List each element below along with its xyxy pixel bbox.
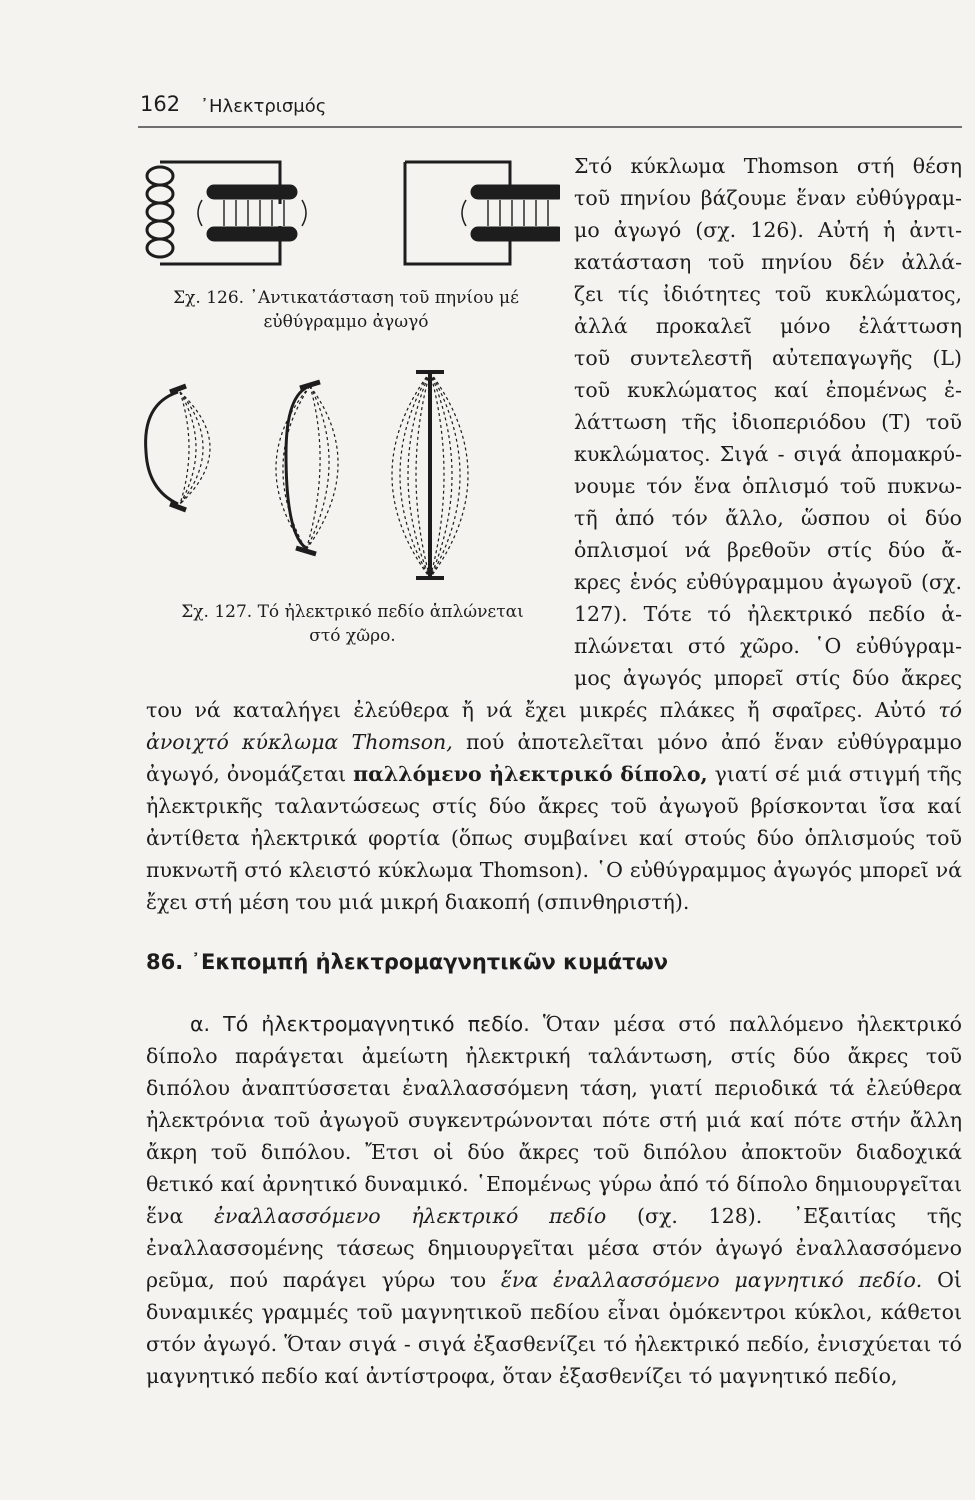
text-run: του νά καταλήγει ἐλεύθερα ἤ νά ἔχει μικρές πλάκες ἤ σφαῖρες. Αὐτό [146, 698, 939, 722]
subsection-label: α. Τό ἠλεκτρομαγνητικό πεδίο. [190, 1012, 530, 1036]
page-header [138, 86, 962, 128]
column-text [574, 150, 962, 694]
column-line: μο ἀγωγό (σχ. 126). Αὐτή ἡ ἀντι- [574, 218, 962, 242]
paragraph-text [146, 1008, 962, 1392]
figure-126-caption: Σχ. 126. ᾿Αντικατάσταση τοῦ πηνίου μέ εὐθύγραμμο ἀγωγό [173, 288, 519, 332]
column-line: ὁπλισμοί νά βρεθοῦν στίς δύο ἄ- [574, 538, 962, 562]
column-line: πλώνεται στό χῶρο. ῾Ο εὐθύγραμ- [574, 634, 962, 658]
italic-term: ἕνα ἐναλλασσόμενο μαγνητικό πεδίο. [500, 1268, 923, 1292]
section-heading: 86. ᾿Εκπομπή ἠλεκτρομαγνητικῶν κυμάτων [146, 950, 669, 974]
paragraph-dipole [146, 694, 962, 918]
column-line: μος ἀγωγός μπορεῖ στίς δύο ἄκρες [574, 666, 962, 690]
column-line: 127). Τότε τό ἠλεκτρικό πεδίο ἁ- [574, 602, 962, 626]
running-head: ᾿Ηλεκτρισμός [200, 96, 327, 117]
column-line: κυκλώματος. Σιγά - σιγά ἀπομακρύ- [574, 442, 962, 466]
italic-term: τό ἀνοιχτό κύκλωμα Thomson, [146, 698, 962, 754]
paragraph-em-field [146, 1008, 962, 1392]
text-run: γιατί σέ μιά στιγμή τῆς ἠλεκτρικῆς ταλαντώσεως στίς δύο ἄκρες τοῦ ἀγωγοῦ βρίσκονται ἴσα καί ἀντίθετα ἠλεκτρικά φορτία (ὅπως συμβαίνει καί στούς δύο ὁπλισμούς τοῦ πυκνωτῆ στό κλειστό κύκλωμα Thomson). ῾Ο εὐθύγραμμος ἀγωγός μπορεῖ νά ἔχει στή μέση του μιά μικρή διακοπή (σπινθηριστή). [146, 762, 962, 914]
column-line: κρες ἑνός εὐθύγραμμου ἀγωγοῦ (σχ. [574, 570, 962, 594]
column-line: κατάσταση τοῦ πηνίου δέν ἀλλά- [574, 250, 962, 274]
figure-127-drawing [140, 364, 560, 590]
figure-127-caption: Σχ. 127. Τό ἠλεκτρικό πεδίο ἁπλώνεται στό χῶρο. [181, 602, 524, 646]
paragraph-text [146, 694, 962, 918]
column-line: τοῦ πηνίου βάζουμε ἕναν εὐθύγραμ- [574, 186, 962, 210]
column-line: Στό κύκλωμα Thomson στή θέση [574, 154, 962, 178]
italic-term: ἐναλλασσόμενο ἠλεκτρικό πεδίο [214, 1204, 607, 1228]
column-line: νουμε τόν ἕνα ὁπλισμό τοῦ πυκνω- [574, 474, 962, 498]
column-line: ζει τίς ἰδιότητες τοῦ κυκλώματος, [574, 282, 962, 306]
text-run: Οἱ δυναμικές γραμμές τοῦ μαγνητικοῦ πεδίου εἶναι ὁμόκεντροι κύκλοι, κάθετοι στόν ἀγωγό. Ὅταν σιγά - σιγά ἐξασθενίζει τό ἠλεκτρικό πεδίο, ἐνισχύεται τό μαγνητικό πεδίο καί ἀντίστροφα, ὅταν ἐξασθενίζει τό μαγνητικό πεδίο, [146, 1268, 962, 1388]
column-line: τοῦ κυκλώματος καί ἐπομένως ἐ- [574, 378, 962, 402]
column-line: λάττωση τῆς ἰδιοπεριόδου (Τ) τοῦ [574, 410, 962, 434]
text-run: (σχ. 128). ᾿Εξαιτίας τῆς ἐναλλασσομένης τάσεως δημιουργεῖται μέσα στόν ἀγωγό ἐναλλασσόμενο ρεῦμα, πού παράγει γύρω του [146, 1204, 962, 1292]
page-number: 162 [140, 92, 181, 116]
figure-126-drawing [140, 152, 560, 274]
column-line: ἀλλά προκαλεῖ μόνο ἐλάττωση [574, 314, 962, 338]
text-run: πού ἀποτελεῖται μόνο ἀπό ἕναν εὐθύγραμμο ἀγωγό, ὀνομάζεται [146, 730, 962, 786]
bold-term: παλλόμενο ἠλεκτρικό δίπολο, [353, 762, 708, 786]
column-line: τοῦ συντελεστῆ αὐτεπαγωγῆς (L) [574, 346, 962, 370]
column-line: τῆ ἀπό τόν ἄλλο, ὥσπου οἱ δύο [574, 506, 962, 530]
text-run: Ὅταν μέσα στό παλλόμενο ἠλεκτρικό δίπολο παράγεται ἀμείωτη ἠλεκτρική ταλάντωση, στίς δύο ἄκρες τοῦ διπόλου ἀναπτύσσεται ἐναλλασσόμενη τάση, γιατί περιοδικά τά ἐλεύθερα ἠλεκτρόνια τοῦ ἀγωγοῦ συγκεντρώνονται πότε στή μιά καί πότε στήν ἄλλη ἄκρη τοῦ διπόλου. Ἔτσι οἱ δύο ἄκρες τοῦ διπόλου ἀποκτοῦν διαδοχικά θετικό καί ἀρνητικό δυναμικό. ῾Επομένως γύρω ἀπό τό δίπολο δημιουργεῖται ἕνα [146, 1012, 962, 1228]
